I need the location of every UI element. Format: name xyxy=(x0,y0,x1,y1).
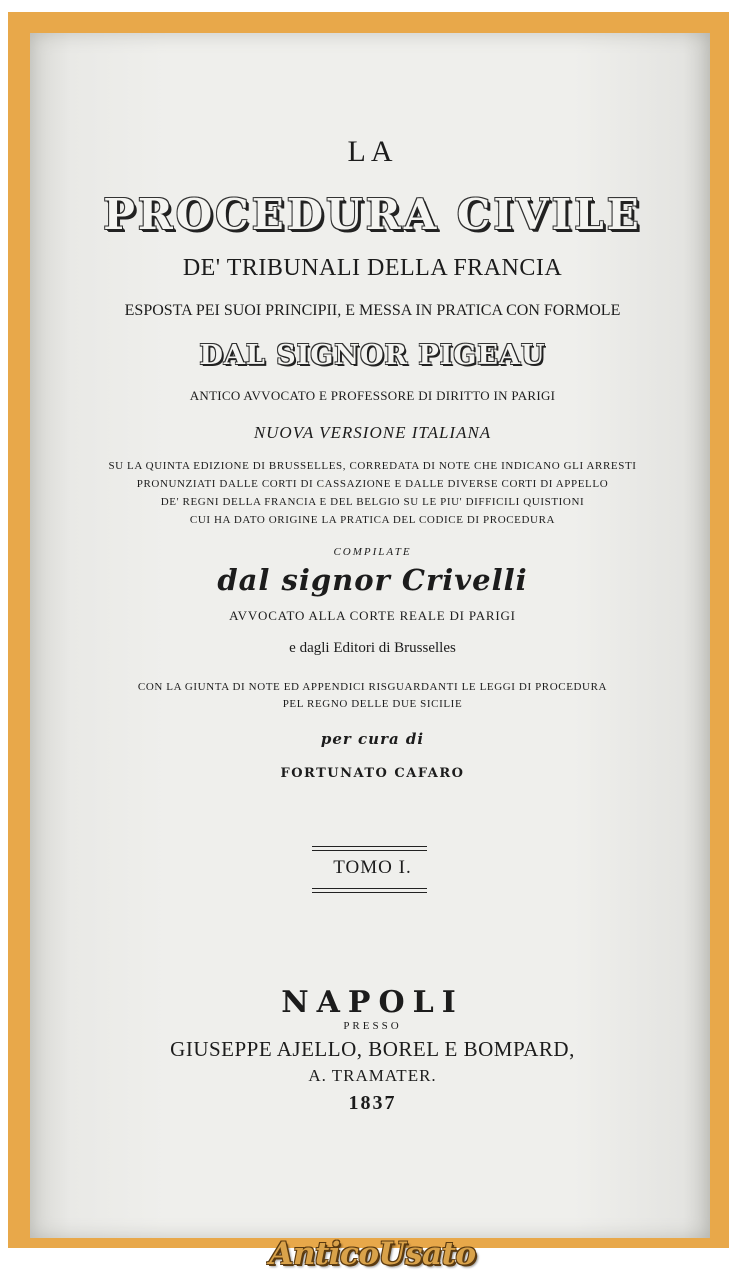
description-line: PRONUNZIATI DALLE CORTI DI CASSAZIONE E DALLE DIVERSE CORTI DI APPELLO xyxy=(136,478,609,490)
title-article: LA xyxy=(347,135,398,168)
watermark-logo: AnticoUsato xyxy=(269,1236,476,1272)
volume-label: TOMO I. xyxy=(333,857,412,878)
divider-rule xyxy=(312,892,427,893)
compiler-role: AVVOCATO ALLA CORTE REALE DI PARIGI xyxy=(229,608,516,623)
imprint-publisher: GIUSEPPE AJELLO, BOREL E BOMPARD, xyxy=(170,1037,575,1061)
description-line: DE' REGNI DELLA FRANCIA E DEL BELGIO SU LE PIU' DIFFICILI QUISTIONI xyxy=(160,496,585,508)
main-title: PROCEDURA CIVILE xyxy=(103,190,642,239)
imprint-city: NAPOLI xyxy=(281,985,464,1020)
imprint-printer: A. TRAMATER. xyxy=(308,1066,437,1085)
version-line: NUOVA VERSIONE ITALIANA xyxy=(253,423,492,442)
imprint-year: 1837 xyxy=(348,1092,397,1114)
addendum-line: CON LA GIUNTA DI NOTE ED APPENDICI RISGUARDANTI LE LEGGI DI PROCEDURA xyxy=(137,681,608,693)
divider-rule xyxy=(312,888,427,889)
compiled-label: COMPILATE xyxy=(333,546,412,558)
author-name: DAL SIGNOR PIGEAU xyxy=(199,340,546,371)
curator-name: FORTUNATO CAFARO xyxy=(280,766,465,781)
subtitle: DE' TRIBUNALI DELLA FRANCIA xyxy=(182,255,563,281)
description-line: SU LA QUINTA EDIZIONE DI BRUSSELLES, CORREDATA DI NOTE CHE INDICANO GLI ARRESTI xyxy=(108,460,637,472)
addendum-line: PEL REGNO DELLE DUE SICILIE xyxy=(282,698,463,710)
author-role: ANTICO AVVOCATO E PROFESSORE DI DIRITTO IN PARIGI xyxy=(189,388,556,403)
divider-rule xyxy=(312,846,427,847)
compiler-name: dal signor Crivelli xyxy=(217,563,528,597)
editors-line: e dagli Editori di Brusselles xyxy=(289,640,456,656)
divider-rule xyxy=(312,850,427,851)
description-line: CUI HA DATO ORIGINE LA PRATICA DEL CODICE DI PROCEDURA xyxy=(189,514,556,526)
by-care-label: per cura di xyxy=(320,730,425,748)
imprint-presso: PRESSO xyxy=(343,1020,402,1032)
exposition-line: ESPOSTA PEI SUOI PRINCIPII, E MESSA IN PRATICA CON FORMOLE xyxy=(124,302,621,319)
